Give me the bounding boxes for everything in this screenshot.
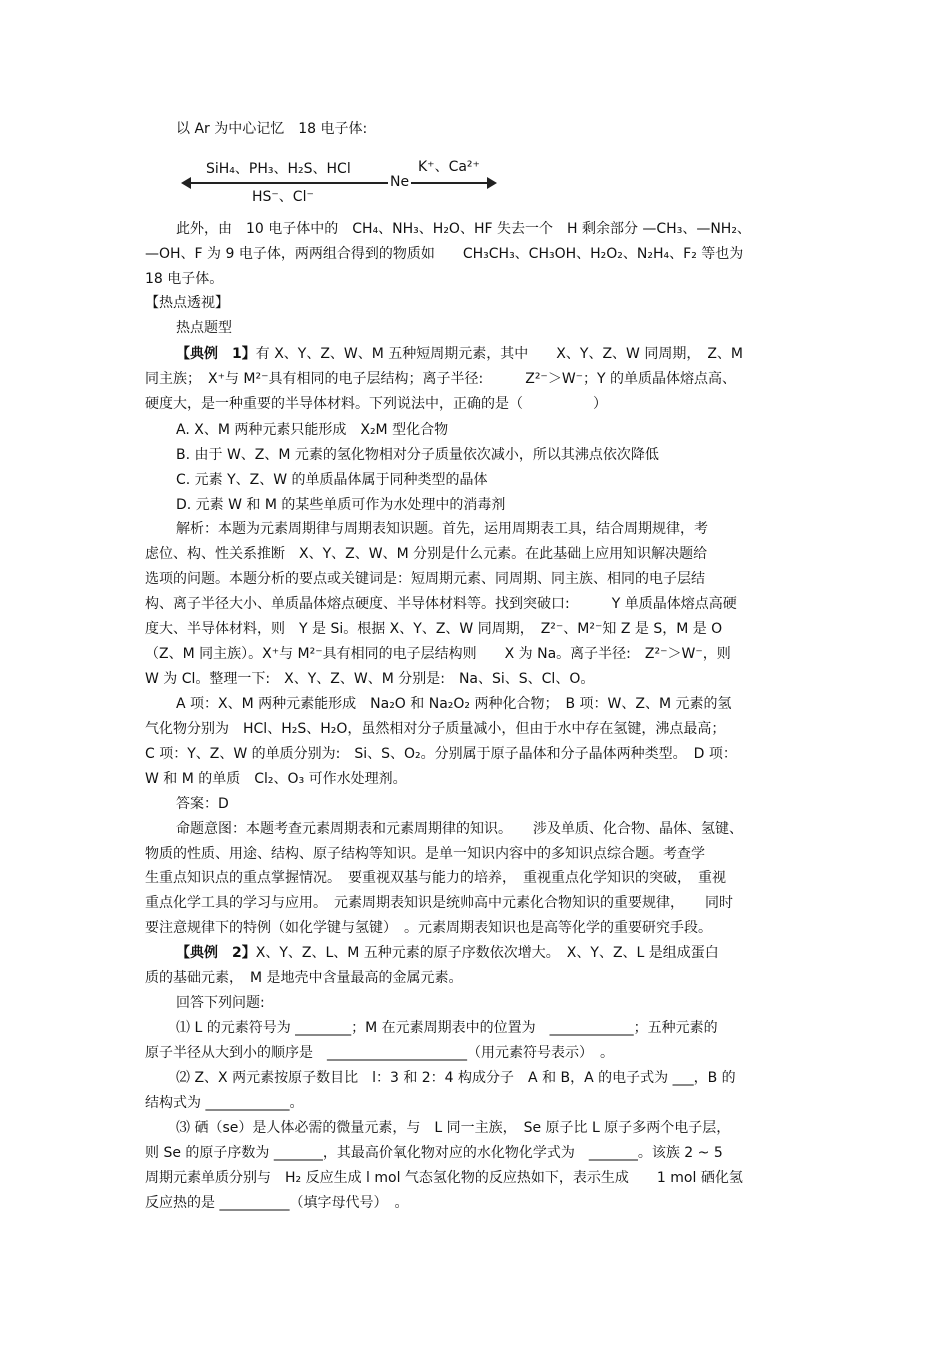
question-3-line: 则 Se 的原子序数为 _______，其最高价氧化物对应的水化物化学式为 _______。该族 2 ~ 5 [145,1145,723,1161]
analysis-line: 气化物分别为 HCl、H₂S、H₂O，虽然相对分子质量减小，但由于水中存在氢键，沸点最高； [145,721,726,737]
double-arrow-icon [183,182,495,184]
analysis-line: 选项的问题。本题分析的要点或关键词是：短周期元素、同周期、同主族、相同的电子层结 [145,571,705,587]
question-2-line: 结构式为 ____________。 [145,1095,304,1111]
analysis-line: 构、离子半径大小、单质晶体熔点硬度、半导体材料等。找到突破口: Y 单质晶体熔点高硬 [145,596,737,612]
example1-stem-text: 有 X、Y、Z、W、M 五种短周期元素，其中 X、Y、Z、W 同周期， Z、M [255,346,744,362]
diagram-center: Ne [390,174,410,190]
question-2-line: ⑵ Z、X 两元素按原子数目比 l：3 和 2：4 构成分子 A 和 B，A 的电子式为 ___，B 的 [176,1070,736,1086]
intent-line: 要注意规律下的特例（如化学键与氢键） 。元素周期表知识也是高等化学的重要研究手段。 [145,920,712,936]
example2-label: 【典例 2】 [176,945,256,961]
analysis-line: W 和 M 的单质 Cl₂、O₃ 可作水处理剂。 [145,771,407,787]
answer: 答案：D [176,796,229,812]
intent-line: 生重点知识点的重点掌握情况。 要重视双基与能力的培养， 重视重点化学知识的突破， 重视 [145,870,726,886]
example1-label: 【典例 1】 [176,346,256,362]
example2-stem-line [176,945,810,961]
para1-line: 18 电子体。 [145,271,224,287]
question-1-line: 原子半径从大到小的顺序是 ____________________（用元素符号表示） 。 [145,1045,614,1061]
diagram-right-top: K⁺、Ca²⁺ [418,159,480,175]
intent-line: 物质的性质、用途、结构、原子结构等知识。是单一知识内容中的多知识点综合题。考查学 [145,846,705,862]
example1-stem-line [176,346,810,362]
section-title: 【热点透视】 [145,295,229,311]
para1-line: —OH、F 为 9 电子体，两两组合得到的物质如 CH₃CH₃、CH₃OH、H₂O₂、N₂H₄、F₂ 等也为 [145,246,744,262]
analysis-line: A 项：X、M 两种元素能形成 Na₂O 和 Na₂O₂ 两种化合物； B 项：W、Z、M 元素的氢 [176,696,732,712]
analysis-line: 虑位、构、性关系推断 X、Y、Z、W、M 分别是什么元素。在此基础上应用知识解决题给 [145,546,708,562]
analysis-line: C 项：Y、Z、W 的单质分别为: Si、S、O₂。分别属于原子晶体和分子晶体两种类型。 D 项： [145,746,737,762]
analysis-line: （Z、M 同主族）。X⁺与 M²⁻具有相同的电子层结构则 X 为 Na。离子半径: Z²⁻＞W⁻，则 [145,646,731,662]
option-d: D. 元素 W 和 M 的某些单质可作为水处理中的消毒剂 [176,497,506,513]
option-c: C. 元素 Y、Z、W 的单质晶体属于同种类型的晶体 [176,472,488,488]
intro-line: 以 Ar 为中心记忆 18 电子体: [176,121,368,137]
intent-line: 命题意图：本题考查元素周期表和元素周期律的知识。 涉及单质、化合物、晶体、氢键、 [176,821,743,837]
question-3-line: ⑶ 硒（se）是人体必需的微量元素，与 L 同一主族， Se 原子比 L 原子多两个电子层， [176,1120,731,1136]
example2-stem-line: 质的基础元素， M 是地壳中含量最高的金属元素。 [145,970,463,986]
diagram-left-top: SiH₄、PH₃、H₂S、HCl [206,161,351,177]
example2-stem-text: X、Y、Z、L、M 五种元素的原子序数依次增大。 X、Y、Z、L 是组成蛋白 [255,945,719,961]
option-a: A. X、M 两种元素只能形成 X₂M 型化合物 [176,422,449,438]
analysis-line: 解析：本题为元素周期律与周期表知识题。首先，运用周期表工具，结合周期规律，考 [176,521,708,537]
example2-prompt: 回答下列问题: [176,995,265,1011]
question-1-line: ⑴ L 的元素符号为 ________；M 在元素周期表中的位置为 ____________；五种元素的 [176,1020,718,1036]
analysis-line: W 为 Cl。整理一下: X、Y、Z、W、M 分别是: Na、Si、S、Cl、O。 [145,671,595,687]
para1-line: 此外，由 10 电子体中的 CH₄、NH₃、H₂O、HF 失去一个 H 剩余部分 —CH₃、—NH₂、 [176,221,751,237]
diagram-left-bottom: HS⁻、Cl⁻ [252,189,314,205]
analysis-line: 度大、半导体材料，则 Y 是 Si。根据 X、Y、Z、W 同周期， Z²⁻、M²⁻知 Z 是 S，M 是 O [145,621,723,637]
subsection-title: 热点题型 [176,320,232,336]
question-3-line: 周期元素单质分别与 H₂ 反应生成 l mol 气态氢化物的反应热如下，表示生成 1 mol 硒化氢 [145,1170,743,1186]
question-3-line: 反应热的是 __________（填字母代号） 。 [145,1195,409,1211]
example1-stem-line: 硬度大，是一种重要的半导体材料。下列说法中，正确的是（ ） [145,396,607,412]
example1-stem-line: 同主族； X⁺与 M²⁻具有相同的电子层结构；离子半径: Z²⁻＞W⁻；Y 的单质晶体熔点高、 [145,371,737,387]
intent-line: 重点化学工具的学习与应用。 元素周期表知识是统帅高中元素化合物知识的重要规律， 同时 [145,895,733,911]
option-b: B. 由于 W、Z、M 元素的氢化物相对分子质量依次减小，所以其沸点依次降低 [176,447,659,463]
